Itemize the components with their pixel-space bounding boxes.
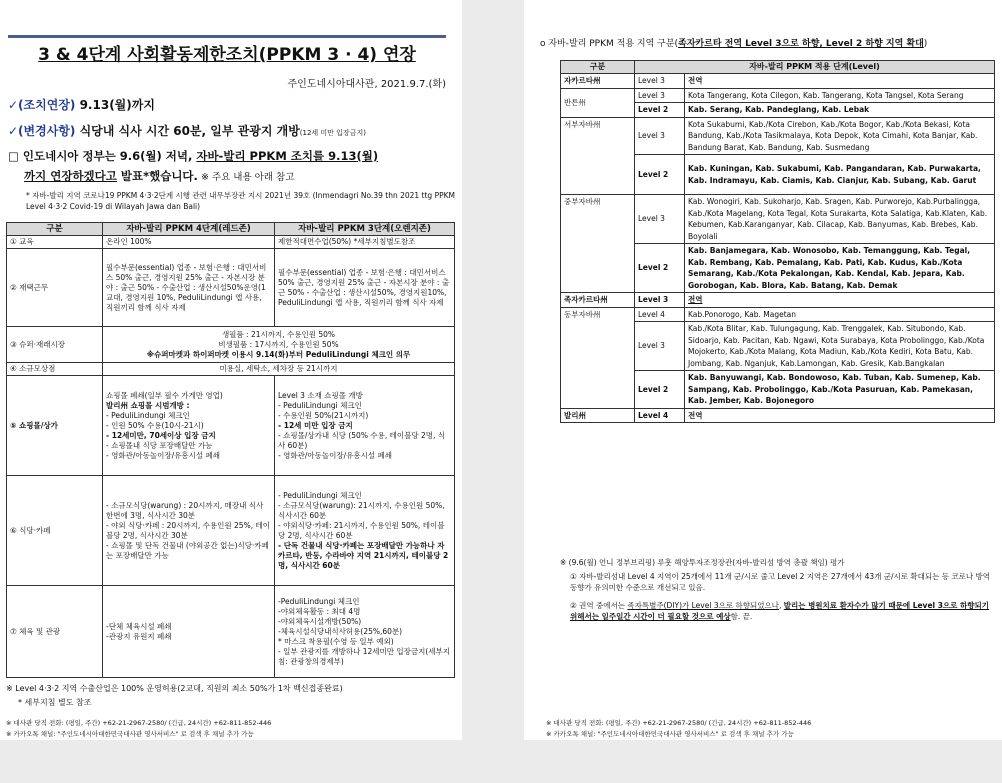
table-header: 자바-발리 PPKM 3단계(오렌지존) — [275, 223, 455, 236]
briefing-note-head: ※ (9.6(월) 언니 정부브리핑) 루훗 해양투자조정장관(자바-발리섬 방역 총괄 책임) 평가 — [560, 558, 845, 567]
cell-level3: 제한적대면수업(50%) *세부지침별도참조 — [275, 236, 455, 249]
embassy-contact: ※ 대사관 당직 전화: (평일, 주간) +62-21-2967-2580/ (긴급, 24시간) +62-811-852-446 — [6, 719, 272, 727]
cell-level4: 온라인 100% — [103, 236, 275, 249]
region-heading — [540, 36, 927, 49]
briefing-note-1: ① 자바-발리섬내 Level 4 지역이 25개에서 11개 군/시로 줄고 Level 2 지역은 27개에서 43개 군/시로 확대되는 등 코로나 방역 동향가 유의미한 수준으로 개선되고 있음. — [570, 572, 991, 592]
region-cell: 서부자바州 — [561, 117, 635, 195]
highlight-small: (12세 미만 입장금지) — [299, 129, 366, 137]
level-cell: Level 2 — [635, 155, 685, 195]
level-cell: Level 2 — [635, 371, 685, 409]
cell-line: 쇼핑몰 폐쇄(일부 필수 가게만 영업) — [106, 390, 223, 400]
level-cell: Level 4 — [635, 307, 685, 322]
heading-text: ) — [923, 39, 928, 49]
region-cell: 자카르타州 — [561, 74, 635, 89]
cell-line: * 마스크 착용필(수영 등 일부 예외) — [278, 636, 394, 646]
ppkm-measures-table — [6, 222, 455, 678]
cell-line: - 소규모식당(warung) : 20시까지, 매장내 식사 한번에 3명, 식사시간 30분 — [106, 500, 264, 520]
level-cell: Level 3 — [635, 195, 685, 244]
table-row — [7, 376, 455, 476]
cell-line: 발리州 쇼핑몰 시범개방 : — [106, 400, 190, 410]
areas-cell: Kab. Banjamegara, Kab. Wonosobo, Kab. Temanggung, Kab. Tegal, Kab. Rembang, Kab. Pemalang, Kab. Pati, Kab. Kudus, Kab./Kota Semarang, Kab./Kota Pekalongan, Kab. Kendal, Kab. Jepara, Kab. Gorobogan, Kab. Blora, Kab. Batang, Kab. Demak — [685, 244, 995, 293]
cell-line: -체육시설식당내식사허용(25%,60분) — [278, 626, 403, 636]
table-header: 자바-발리 PPKM 적용 단계(Level) — [635, 61, 995, 74]
region-cell: 중부자바州 — [561, 195, 635, 293]
areas-cell: Kab. Kuningan, Kab. Sukabumi, Kab. Pangandaran, Kab. Purwakarta, Kab. Indramayu, Kab. Ciamis, Kab. Cianjur, Kab. Subang, Kab. Garut — [685, 155, 995, 195]
heading-emphasis: 족자카르타 전역 Level 3으로 하향, Level 2 하향 지역 확대 — [678, 39, 924, 49]
table-header: 구분 — [561, 61, 635, 74]
cell-line: - 쇼핑몰/상가내 식당 (50% 수용, 테이블당 2명, 식사 60분) — [278, 430, 445, 450]
row-label: ⑦ 체육 및 관광 — [7, 586, 103, 678]
level-cell: Level 3 — [635, 74, 685, 89]
cell-line: - 쇼핑몰내 식당 포장배달만 가능 — [106, 440, 213, 450]
cell-level3 — [275, 376, 455, 476]
table-row — [561, 293, 995, 308]
table-header: 구분 — [7, 223, 103, 236]
table-row — [7, 249, 455, 327]
level-cell: Level 3 — [635, 293, 685, 308]
merged-line: 생필품 : 21시까지, 수용인원 50% — [221, 329, 336, 339]
areas-cell: Kab./Kota Blitar, Kab. Tulungagung, Kab. Trenggalek, Kab. Situbondo, Kab. Sidoarjo, Kab. Pacitan, Kab. Ngawi, Kota Surabaya, Kota Probolinggo, Kab./Kota Mojokerto, Kab./Kota Malang, Kota Madiun, Kab./Kota Kediri, Kota Batu, Kab. Jombang, Kab. Nganjuk, Kab.Lamongan, Kab. Gresik, Kab.Bangkalan — [685, 322, 995, 371]
bullet-underline: 자바-발리 PPKM 조치를 9.13(월) — [196, 149, 379, 163]
date-line: 주인도네시아대사관, 2021.9.7.(화) — [287, 79, 446, 90]
cell-line: - 소규모식당(warung): 21시까지, 수용인원 50%, 식사시간 60분 — [278, 500, 445, 520]
embassy-contact: ※ 대사관 당직 전화: (평일, 주간) +62-21-2967-2580/ (긴급, 24시간) +62-811-852-446 — [546, 719, 812, 727]
cell-level4: 필수부문(essential) 업종 - 보험·은행 : 대민서비스 50% 출근, 경영지원 25% 출근 - 자본시장 분야 : 출근 50% - 수출산업 : 생산시설50%운영(1교대, 경영지원 10%, PeduliLindungi 앱 사용, 직원끼리 함께 식사 자제 — [103, 249, 275, 327]
highlight-changes — [8, 122, 366, 139]
table-row — [561, 88, 995, 103]
highlight-tag: ✓(조치연장) — [8, 98, 76, 112]
note-emphasis: 발리는 병원치료 환자수가 많기 때문에 Level 3으로 하향되기 위해서는 일주일간 시간이 더 필요할 것으로 예상 — [570, 601, 990, 621]
heading-text: o 자바-발리 PPKM 적용 지역 구분( — [540, 39, 679, 49]
cell-merged — [103, 327, 455, 363]
level-cell: Level 2 — [635, 244, 685, 293]
merged-line: 비생필품 : 17시까지, 수용인원 50% — [218, 339, 339, 349]
cell-line: -단체 체육시설 폐쇄 — [106, 621, 172, 631]
right-page — [524, 0, 1002, 740]
cell-level4 — [103, 476, 275, 586]
merged-line: ※슈퍼마켓과 하이퍼마켓 이용시 9.14(화)부터 PeduliLindungi 체크인 의무 — [146, 349, 411, 359]
areas-cell: 전역 — [685, 408, 995, 423]
row-label: ③ 슈퍼·재래시장 — [7, 327, 103, 363]
cell-line: - 일부 관광지를 개방하나 12세미만 입장금지(세부지침: 관광창의경제부) — [278, 646, 450, 666]
cell-level3: 필수부문(essential) 업종 - 보험·은행 : 대민서비스 50% 출근, 경영지원 25% 출근 - 자본시장 분야 : 출근 50% - 수출산업 : 생산시설50%, 경영지원10%, PeduliLindungi 앱 사용, 직원끼리 함께 식사 자제 — [275, 249, 455, 327]
cell-line: - 영화관/아동놀이장/유흥시설 폐쇄 — [278, 450, 392, 460]
cell-level4 — [103, 586, 275, 678]
note-text: ② 권역 중에서는 — [570, 601, 628, 610]
highlight-text: 식당내 식사 시간 60분, 일부 관광지 개방 — [75, 124, 300, 138]
bullet-note: ※ 주요 내용 아래 참고 — [197, 172, 295, 183]
cell-line: Level 3 소재 쇼핑몰 개방 — [278, 390, 363, 400]
note-text: 함. 끝. — [730, 612, 753, 621]
detail-footnote: * 세부지침 별도 참조 — [18, 698, 92, 707]
cell-line: - 12세 미만 입장 금지 — [278, 420, 353, 430]
areas-cell: Kab. Banyuwangi, Kab. Bondowoso, Kab. Tuban, Kab. Sumenep, Kab. Sampang, Kab. Probolinggo, Kab./Kota Pasuruan, Kab. Pamekasan, Kab. Jember, Kab. Bojonegoro — [685, 371, 995, 409]
bullet-underline: 까지 연장하겠다고 — [24, 169, 117, 183]
areas-cell: Kab. Serang, Kab. Pandeglang, Kab. Lebak — [685, 103, 995, 118]
cell-line: -야외체육활동 : 최대 4명 — [278, 606, 361, 616]
areas-cell: Kota Sukabumi, Kab./Kota Cirebon, Kab./Kota Bogor, Kab./Kota Bekasi, Kota Bandung, Kab./Kota Tasikmalaya, Kota Depok, Kota Cimahi, Kota Banjar, Kab. Bandung Barat, Kab. Bandung, Kab. Susmedang — [685, 117, 995, 155]
areas-cell: Kab.Ponorogo, Kab. Magetan — [685, 307, 995, 322]
region-cell: 동부자바州 — [561, 307, 635, 408]
cell-line: - 단독 건물내 식당·카페는 포장배달만 가능하나 자카르타, 반둥, 수라바야 지역 21시까지, 테이블당 2명, 식사시간 60분 — [278, 540, 449, 570]
areas-cell: Kab. Wonogiri, Kab. Sukoharjo, Kab. Sragen, Kab. Purworejo, Kab.Purbalingga, Kab./Kota Magelang, Kota Tegal, Kota Surakarta, Kota Salatiga, Kab.Klaten, Kab. Kebumen, Kab.Karanganyar, Kab. Cilacap, Kab. Banyumas, Kab. Brebes, Kab. Boyolali — [685, 195, 995, 244]
table-row — [7, 236, 455, 249]
table-row — [7, 327, 455, 363]
table-row — [561, 307, 995, 322]
highlight-extension — [8, 96, 155, 113]
table-header: 자바-발리 PPKM 4단계(레드존) — [103, 223, 275, 236]
cell-line: - 수용인원 50%(21시까지) — [278, 410, 369, 420]
title-rule — [8, 35, 446, 38]
cell-line: - 야외 식당·카페 : 20시까지, 수용인원 25%, 테이블당 2명, 식사시간 30분 — [106, 520, 270, 540]
table-row — [7, 363, 455, 376]
page-title: 3 & 4단계 사회활동제한조치(PPKM 3 · 4) 연장 — [38, 45, 416, 65]
level-cell: Level 2 — [635, 103, 685, 118]
level-cell: Level 3 — [635, 117, 685, 155]
row-label: ④ 소규모상점 — [7, 363, 103, 376]
cell-line: -야외체육시설개방(50%) — [278, 616, 362, 626]
row-label: ⑥ 식당·카페 — [7, 476, 103, 586]
region-cell: 반튼州 — [561, 88, 635, 117]
row-label: ⑤ 쇼핑몰/상가 — [7, 376, 103, 476]
table-row — [7, 476, 455, 586]
bullet-text: □ 인도네시아 정부는 9.6(월) 저녁, — [8, 149, 197, 163]
cell-line: - PeduliLindungi 체크인 — [106, 410, 190, 420]
table-row — [7, 586, 455, 678]
cell-level3 — [275, 586, 455, 678]
table-row — [561, 74, 995, 89]
region-cell: 발리州 — [561, 408, 635, 423]
briefing-note-2 — [570, 600, 996, 622]
cell-line: - PeduliLindungi 체크인 — [278, 400, 362, 410]
export-footnote: ※ Level 4·3·2 지역 수출산업은 100% 운영허용(2교대, 직원의 최소 50%가 1차 백신접종완료) — [6, 684, 343, 693]
cell-line: - 영화관/아동놀이장/유흥시설 폐쇄 — [106, 450, 220, 460]
region-cell: 족자카르타州 — [561, 293, 635, 308]
row-label: ② 재택근무 — [7, 249, 103, 327]
main-bullet — [8, 146, 458, 188]
table-row — [561, 117, 995, 155]
note-text: , — [778, 601, 784, 610]
highlight-text: 9.13(월)까지 — [75, 98, 155, 112]
bullet-text: 발표*했습니다. — [116, 169, 198, 183]
cell-line: - PeduliLindungi 체크인 — [278, 490, 362, 500]
kakao-channel: ※ 카카오톡 채널: "주인도네시아대한민국대사관 영사서비스" 로 검색 후 채널 추가 가능 — [6, 730, 254, 738]
decree-note: * 자바-발리 지역 코로나19 PPKM 4·3·2단계 시행 관련 내무부장관 지시 2021년 39호 (Inmendagri No.39 thn 2021 ttg PPKM Level 4·3·2 Covid-19 di Wilayah Jawa dan Bali) — [26, 191, 456, 211]
cell-line: - 인원 50% 수용(10시-21시) — [106, 420, 204, 430]
highlight-tag: ✓(변경사항) — [8, 124, 76, 138]
cell-line: -PeduliLindungi 체크인 — [278, 596, 360, 606]
level-cell: Level 3 — [635, 88, 685, 103]
cell-line: - 12세미만, 70세이상 입장 금지 — [106, 430, 216, 440]
row-label: ① 교육 — [7, 236, 103, 249]
cell-merged: 미용실, 세탁소, 세차장 등 21시까지 — [103, 363, 455, 376]
cell-line: - 야외식당·카페: 21시까지, 수용인원 50%, 테이블당 2명, 식사시간 60분 — [278, 520, 445, 540]
cell-line: -관광지 유원지 폐쇄 — [106, 631, 172, 641]
region-level-table — [560, 60, 995, 423]
table-row — [561, 408, 995, 423]
note-underline: 족자특별주(DIY)가 Level 3으로 하향되었으나 — [627, 601, 779, 610]
table-row — [561, 195, 995, 244]
left-page — [0, 0, 462, 740]
level-cell: Level 3 — [635, 322, 685, 371]
areas-cell: 전역 — [685, 293, 995, 308]
cell-level4 — [103, 376, 275, 476]
areas-cell: 전역 — [685, 74, 995, 89]
cell-level3 — [275, 476, 455, 586]
areas-cell: Kota Tangerang, Kota Cilegon, Kab. Tangerang, Kota Tangsel, Kota Serang — [685, 88, 995, 103]
kakao-channel: ※ 카카오톡 채널: "주인도네시아대한민국대사관 영사서비스" 로 검색 후 채널 추가 가능 — [546, 730, 794, 738]
level-cell: Level 4 — [635, 408, 685, 423]
cell-line: - 쇼핑몰 및 단독 건물내 (야외공간 없는)식당·카페는 포장배달만 가능 — [106, 540, 269, 560]
